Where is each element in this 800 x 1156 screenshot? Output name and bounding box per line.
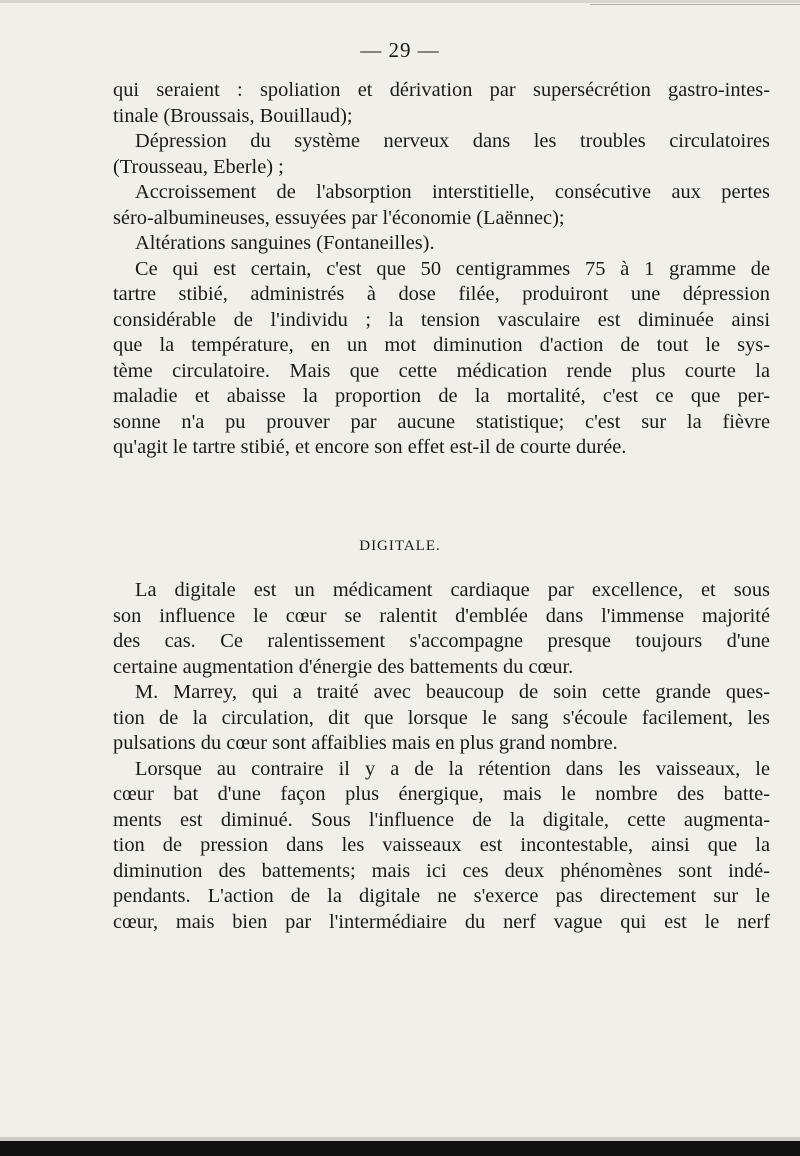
scan-bottom-border	[0, 1141, 800, 1156]
text-line: certaine augmentation d'énergie des battements du cœur.	[113, 655, 574, 678]
text-line: Altérations sanguines (Fontaneilles).	[135, 232, 435, 254]
text-line: Dépression du système nerveux dans les troubles circulatoires	[135, 130, 770, 152]
page-number: — 29 —	[360, 38, 440, 62]
text-line: Ce qui est certain, c'est que 50 centigrammes 75 à 1 gramme de	[135, 257, 770, 280]
text-line: tion de la circulation, dit que lorsque le sang s'écoule facilement, les	[113, 706, 770, 729]
text-line: séro-albumineuses, essuyées par l'économie (Laënnec);	[113, 206, 565, 229]
text-line: Lorsque au contraire il y a de la rétention dans les vaisseaux, le	[135, 757, 770, 780]
section-heading: DIGITALE.	[359, 538, 441, 554]
text-line: que la température, en un mot diminution d'action de tout le sys-	[113, 334, 770, 356]
text-line: des cas. Ce ralentissement s'accompagne presque toujours d'une	[113, 630, 770, 652]
text-line: pulsations du cœur sont affaiblies mais en plus grand nombre.	[113, 732, 618, 754]
text-line: Accroissement de l'absorption interstitielle, consécutive aux pertes	[135, 181, 770, 203]
text-line: considérable de l'individu ; la tension vasculaire est diminuée ainsi	[113, 308, 770, 331]
body-text-section-1	[113, 78, 770, 461]
text-line: La digitale est un médicament cardiaque par excellence, et sous	[135, 579, 770, 601]
text-line: ments est diminué. Sous l'influence de la digitale, cette augmenta-	[113, 808, 770, 831]
text-line: son influence le cœur se ralentit d'emblée dans l'immense majorité	[113, 604, 770, 627]
text-line: (Trousseau, Eberle) ;	[113, 155, 284, 178]
text-line: diminution des battements; mais ici ces deux phénomènes sont indé-	[113, 859, 770, 882]
text-line: cœur, mais bien par l'intermédiaire du nerf vague qui est le nerf	[113, 910, 770, 933]
text-line: sonne n'a pu prouver par aucune statistique; c'est sur la fièvre	[113, 410, 770, 433]
text-line: maladie et abaisse la proportion de la mortalité, c'est ce que per-	[113, 385, 770, 407]
text-line: cœur bat d'une façon plus énergique, mais le nombre des batte-	[113, 783, 770, 805]
text-line: qu'agit le tartre stibié, et encore son effet est-il de courte durée.	[113, 436, 627, 458]
body-text-section-2	[113, 578, 770, 935]
page-top-rule	[590, 4, 800, 5]
page-top-edge	[0, 0, 800, 3]
text-line: pendants. L'action de la digitale ne s'exerce pas directement sur le	[113, 885, 770, 907]
text-line: tartre stibié, administrés à dose filée, produiront une dépression	[113, 283, 770, 305]
text-line: qui seraient : spoliation et dérivation par supersécrétion gastro-intes-	[113, 79, 770, 101]
text-line: tinale (Broussais, Bouillaud);	[113, 104, 353, 127]
text-line: M. Marrey, qui a traité avec beaucoup de soin cette grande ques-	[135, 681, 770, 703]
text-line: tion de pression dans les vaisseaux est incontestable, ainsi que la	[113, 834, 770, 856]
text-line: tème circulatoire. Mais que cette médication rende plus courte la	[113, 359, 770, 382]
